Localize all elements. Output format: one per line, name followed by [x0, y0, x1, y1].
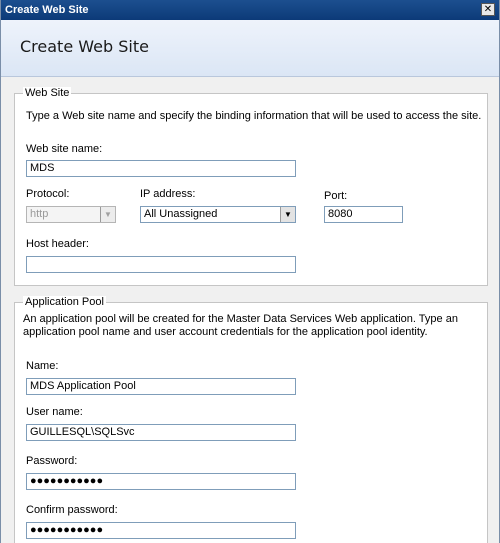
protocol-value: http [30, 208, 49, 220]
pool-name-label: Name: [26, 360, 59, 372]
ip-address-label: IP address: [140, 188, 196, 200]
application-pool-description-line1: An application pool will be created for the Master Data Services Web application. Type an [23, 313, 458, 325]
password-input[interactable]: ●●●●●●●●●●● [26, 473, 296, 490]
ip-address-select[interactable] [140, 206, 296, 223]
pool-name-input[interactable]: MDS Application Pool [26, 378, 296, 395]
ip-address-value: All Unassigned [144, 208, 218, 220]
application-pool-description-line2: application pool name and user account credentials for the application pool identity. [23, 326, 428, 338]
website-description: Type a Web site name and specify the binding information that will be used to access the site. [26, 110, 482, 122]
user-name-input[interactable]: GUILLESQL\SQLSvc [26, 424, 296, 441]
site-name-label: Web site name: [26, 143, 103, 155]
chevron-down-icon: ▼ [280, 207, 295, 222]
protocol-label: Protocol: [26, 188, 70, 200]
header-band [1, 20, 499, 77]
page-title: Create Web Site [20, 37, 149, 56]
title-bar [1, 0, 499, 20]
protocol-select[interactable] [26, 206, 116, 223]
confirm-password-input[interactable]: ●●●●●●●●●●● [26, 522, 296, 539]
host-header-input[interactable] [26, 256, 296, 273]
website-group-legend: Web Site [25, 87, 70, 99]
port-input[interactable]: 8080 [324, 206, 403, 223]
confirm-password-label: Confirm password: [26, 504, 118, 516]
close-icon: ✕ [483, 4, 493, 15]
site-name-input[interactable]: MDS [26, 160, 296, 177]
host-header-label: Host header: [26, 238, 89, 250]
application-pool-group-legend: Application Pool [25, 296, 104, 308]
user-name-label: User name: [26, 406, 83, 418]
window-title: Create Web Site [5, 4, 89, 16]
port-label: Port: [324, 190, 348, 202]
chevron-down-icon: ▼ [100, 207, 115, 222]
close-button[interactable] [481, 3, 495, 16]
application-pool-group [14, 296, 488, 543]
website-group [14, 87, 488, 286]
password-label: Password: [26, 455, 78, 467]
